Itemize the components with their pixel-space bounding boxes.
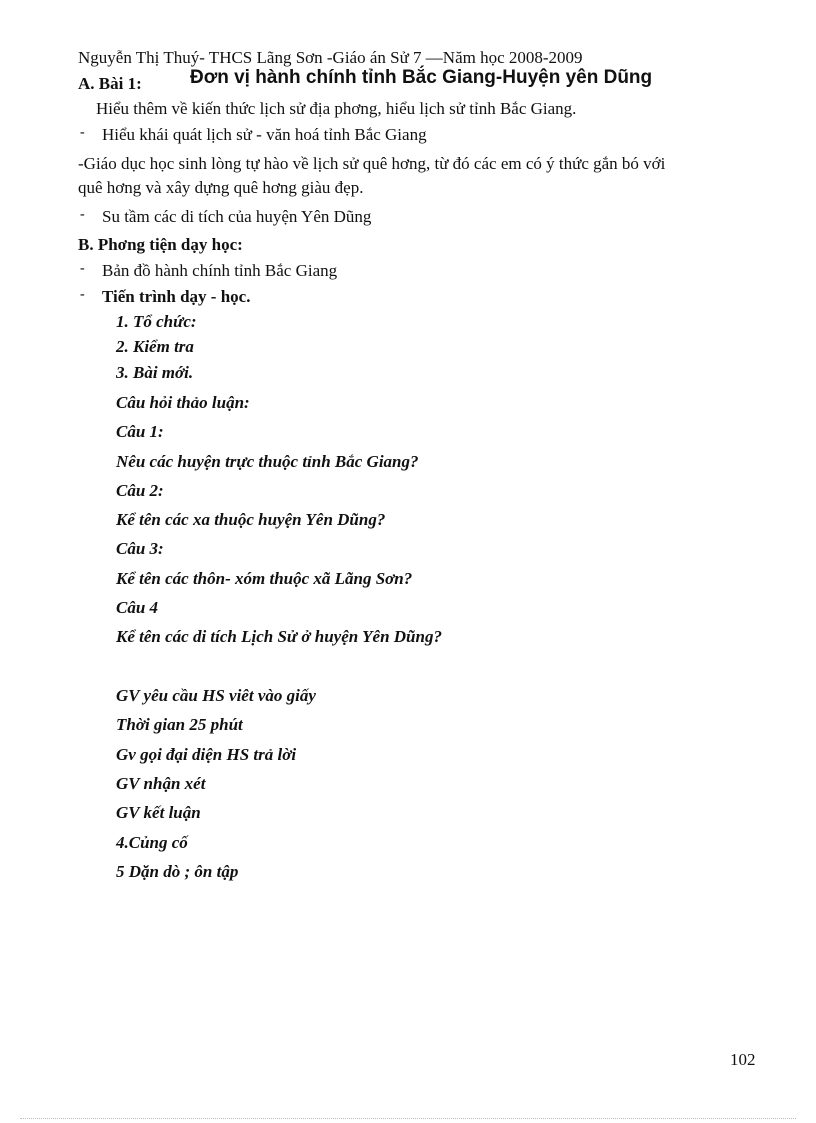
objective-item: Hiểu khái quát lịch sử - văn hoá tỉnh Bắc Giang [102,125,427,144]
page-number: 102 [730,1050,756,1069]
bullet-marker: - [80,261,85,276]
teacher-call: Gv gọi đại diện HS trả lời [116,745,297,764]
education-line-1: -Giáo dục học sinh lòng tự hào về lịch sử quê hơng, từ đó các em có ý thức gắn bó với [78,154,666,173]
page-bottom-divider [20,1118,796,1119]
step-new-lesson: 3. Bài mới. [116,363,194,382]
question-3: Kể tên các thôn- xóm thuộc xã Lãng Sơn? [116,569,413,588]
question-3-label: Câu 3: [116,539,164,558]
step-organize: 1. Tổ chức: [116,312,197,331]
question-1: Nêu các huyện trực thuộc tỉnh Bắc Giang? [116,452,419,471]
education-line-2: quê hơng và xây dựng quê hơng giàu đẹp. [78,178,364,197]
discussion-heading: Câu hỏi thảo luận: [116,393,250,412]
bullet-marker: - [80,125,85,140]
section-a-lesson-label: A. Bài 1: [78,74,142,93]
section-b-heading: B. Phơng tiện dạy học: [78,235,243,254]
step-homework: 5 Dặn dò ; ôn tập [116,862,239,881]
question-4-label: Câu 4 [116,598,159,617]
bullet-marker: - [80,207,85,222]
lesson-title: Đơn vị hành chính tỉnh Bắc Giang-Huyện yên Dũng [190,67,653,88]
bullet-marker: - [80,287,85,302]
teacher-instruction: GV yêu cầu HS viêt vào giấy [116,686,316,705]
question-4: Kể tên các di tích Lịch Sử ở huyện Yên Dũng? [116,627,442,646]
page-header: Nguyễn Thị Thuý- THCS Lãng Sơn -Giáo án Sử 7 —Năm học 2008-2009 [78,48,583,67]
section-a-label [78,74,142,94]
teacher-conclusion: GV kết luận [116,803,201,822]
step-consolidate: 4.Củng cố [116,833,188,852]
intro-paragraph: Hiểu thêm về kiến thức lịch sử địa phơng, hiểu lịch sử tỉnh Bắc Giang. [96,99,577,118]
teacher-comment: GV nhận xét [116,774,206,793]
time-allotted: Thời gian 25 phút [116,715,243,734]
collect-item: Su tầm các di tích của huyện Yên Dũng [102,207,372,226]
question-1-label: Câu 1: [116,422,164,441]
process-heading: Tiến trình dạy - học. [102,287,251,306]
question-2-label: Câu 2: [116,481,164,500]
step-check: 2. Kiểm tra [116,337,194,356]
question-2: Kể tên các xa thuộc huyện Yên Dũng? [116,510,386,529]
material-item: Bản đồ hành chính tỉnh Bắc Giang [102,261,338,280]
